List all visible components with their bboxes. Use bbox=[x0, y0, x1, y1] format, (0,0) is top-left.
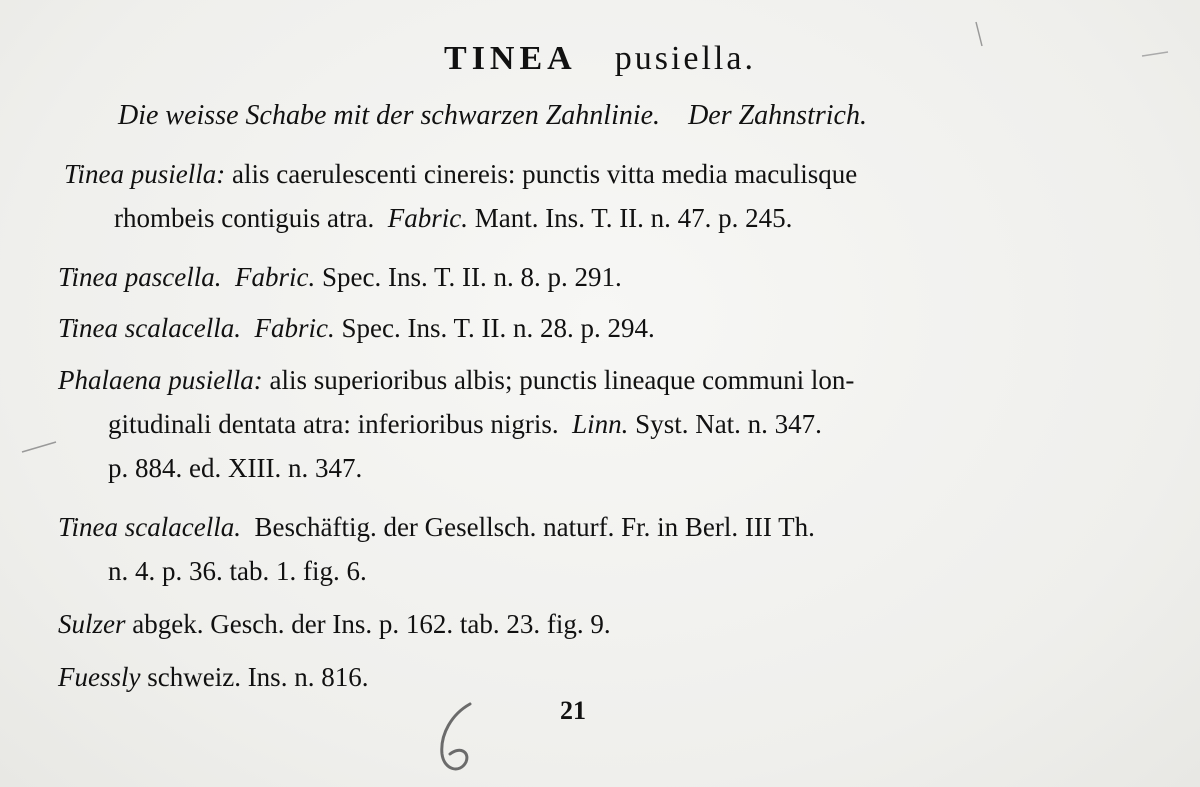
paper-speck bbox=[1140, 48, 1170, 60]
description-text: gitudinali dentata atra: inferioribus nigris. bbox=[108, 409, 559, 439]
reference-text: Spec. Ins. T. II. n. 28. p. 294. bbox=[341, 313, 655, 343]
taxon-name: Tinea scalacella. bbox=[58, 313, 241, 343]
entry-line bbox=[58, 505, 1178, 549]
author-name: Fuessly bbox=[58, 662, 141, 692]
taxon-name: Tinea scalacella. bbox=[58, 512, 241, 542]
synonym-entry-5 bbox=[58, 505, 1178, 593]
synonym-entry-2 bbox=[58, 255, 1178, 299]
entry-line bbox=[58, 549, 1178, 593]
paper-speck bbox=[970, 20, 990, 50]
synonym-entry-6 bbox=[58, 602, 1178, 646]
reference-text: abgek. Gesch. der Ins. p. 162. tab. 23. fig. 9. bbox=[132, 609, 611, 639]
title-species: pusiella. bbox=[614, 40, 756, 77]
page-title bbox=[0, 40, 1200, 78]
entry-line bbox=[58, 255, 1178, 299]
taxon-name: Phalaena pusiella: bbox=[58, 365, 263, 395]
page-number: 21 bbox=[560, 696, 586, 725]
entry-line bbox=[58, 655, 1178, 699]
author-name: Fabric. bbox=[387, 203, 468, 233]
entry-line bbox=[64, 152, 1184, 196]
subtitle-common-name: Die weisse Schabe mit der schwarzen Zahnlinie. bbox=[118, 100, 661, 131]
subtitle-alt-name: Der Zahnstrich. bbox=[688, 100, 867, 131]
author-name: Linn. bbox=[572, 409, 629, 439]
entry-line bbox=[58, 306, 1178, 350]
title-genus: TINEA bbox=[444, 40, 577, 77]
reference-text: p. 884. ed. XIII. n. 347. bbox=[108, 453, 363, 483]
entry-line bbox=[64, 196, 1184, 240]
reference-text: Beschäftig. der Gesellsch. naturf. Fr. in Berl. III Th. bbox=[254, 512, 815, 542]
taxon-name: Tinea pascella. bbox=[58, 262, 222, 292]
reference-text: schweiz. Ins. n. 816. bbox=[147, 662, 369, 692]
author-name: Sulzer bbox=[58, 609, 126, 639]
synonym-entry-3 bbox=[58, 306, 1178, 350]
synonym-entry-7 bbox=[58, 655, 1178, 699]
entry-line bbox=[58, 602, 1178, 646]
reference-text: Mant. Ins. T. II. n. 47. p. 245. bbox=[474, 203, 793, 233]
description-text: rhombeis contiguis atra. bbox=[114, 203, 375, 233]
synonym-entry-4 bbox=[58, 358, 1178, 490]
reference-text: Syst. Nat. n. 347. bbox=[635, 409, 822, 439]
common-name-subtitle bbox=[118, 100, 867, 132]
author-name: Fabric. bbox=[235, 262, 316, 292]
reference-text: n. 4. p. 36. tab. 1. fig. 6. bbox=[108, 556, 367, 586]
entry-line bbox=[58, 446, 1178, 490]
synonym-entry-1 bbox=[64, 152, 1184, 240]
entry-line bbox=[58, 402, 1178, 446]
reference-text: Spec. Ins. T. II. n. 8. p. 291. bbox=[322, 262, 622, 292]
author-name: Fabric. bbox=[254, 313, 335, 343]
handwritten-six-mark bbox=[430, 700, 490, 780]
description-text: alis superioribus albis; punctis lineaque communi lon- bbox=[269, 365, 855, 395]
taxon-name: Tinea pusiella: bbox=[64, 159, 226, 189]
entry-line bbox=[58, 358, 1178, 402]
paper-speck bbox=[20, 438, 60, 458]
description-text: alis caerulescenti cinereis: punctis vitta media maculisque bbox=[232, 159, 858, 189]
